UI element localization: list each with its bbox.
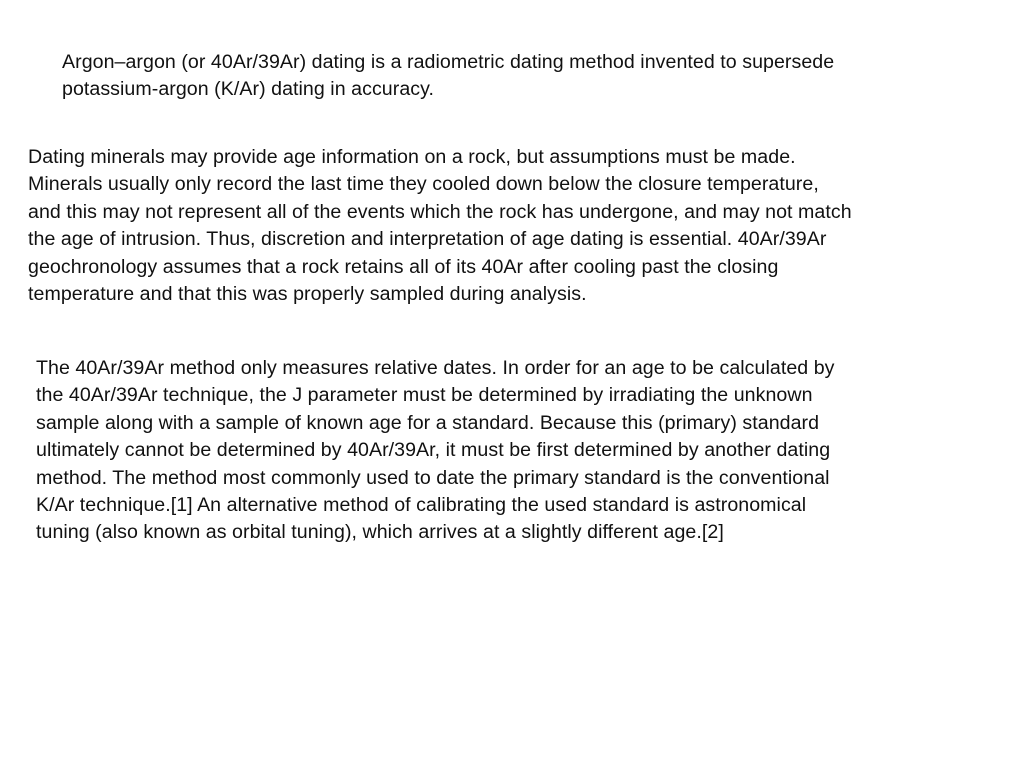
text-line: K/Ar technique.[1] An alternative method of calibrating the used standard is astronomical (36, 494, 807, 517)
text-line: geochronology assumes that a rock retains all of its 40Ar after cooling past the closing (28, 255, 779, 278)
text-line: potassium-argon (K/Ar) dating in accuracy. (62, 78, 434, 101)
text-line: sample along with a sample of known age for a standard. Because this (primary) standard (36, 411, 820, 434)
text-line: Argon–argon (or 40Ar/39Ar) dating is a radiometric dating method invented to supersede (62, 51, 835, 73)
paragraph-intro (62, 49, 834, 104)
text-line: temperature and that this was properly sampled during analysis. (28, 283, 587, 306)
text-line: the 40Ar/39Ar technique, the J parameter must be determined by irradiating the unknown (36, 384, 813, 407)
text-line: Minerals usually only record the last time they cooled down below the closure temperature, (28, 173, 819, 196)
text-line: ultimately cannot be determined by 40Ar/39Ar, it must be first determined by another dating (36, 439, 831, 462)
text-line: method. The method most commonly used to date the primary standard is the conventional (36, 466, 830, 489)
text-line: tuning (also known as orbital tuning), which arrives at a slightly different age.[2] (36, 521, 724, 544)
paragraph-relative-dates (36, 355, 835, 547)
text-line: The 40Ar/39Ar method only measures relative dates. In order for an age to be calculated by (36, 357, 835, 379)
text-line: the age of intrusion. Thus, discretion and interpretation of age dating is essential. 40Ar/39Ar (28, 228, 827, 251)
text-line: Dating minerals may provide age information on a rock, but assumptions must be made. (28, 146, 796, 168)
text-line: and this may not represent all of the events which the rock has undergone, and may not match (28, 200, 852, 223)
paragraph-dating-minerals (28, 144, 852, 308)
